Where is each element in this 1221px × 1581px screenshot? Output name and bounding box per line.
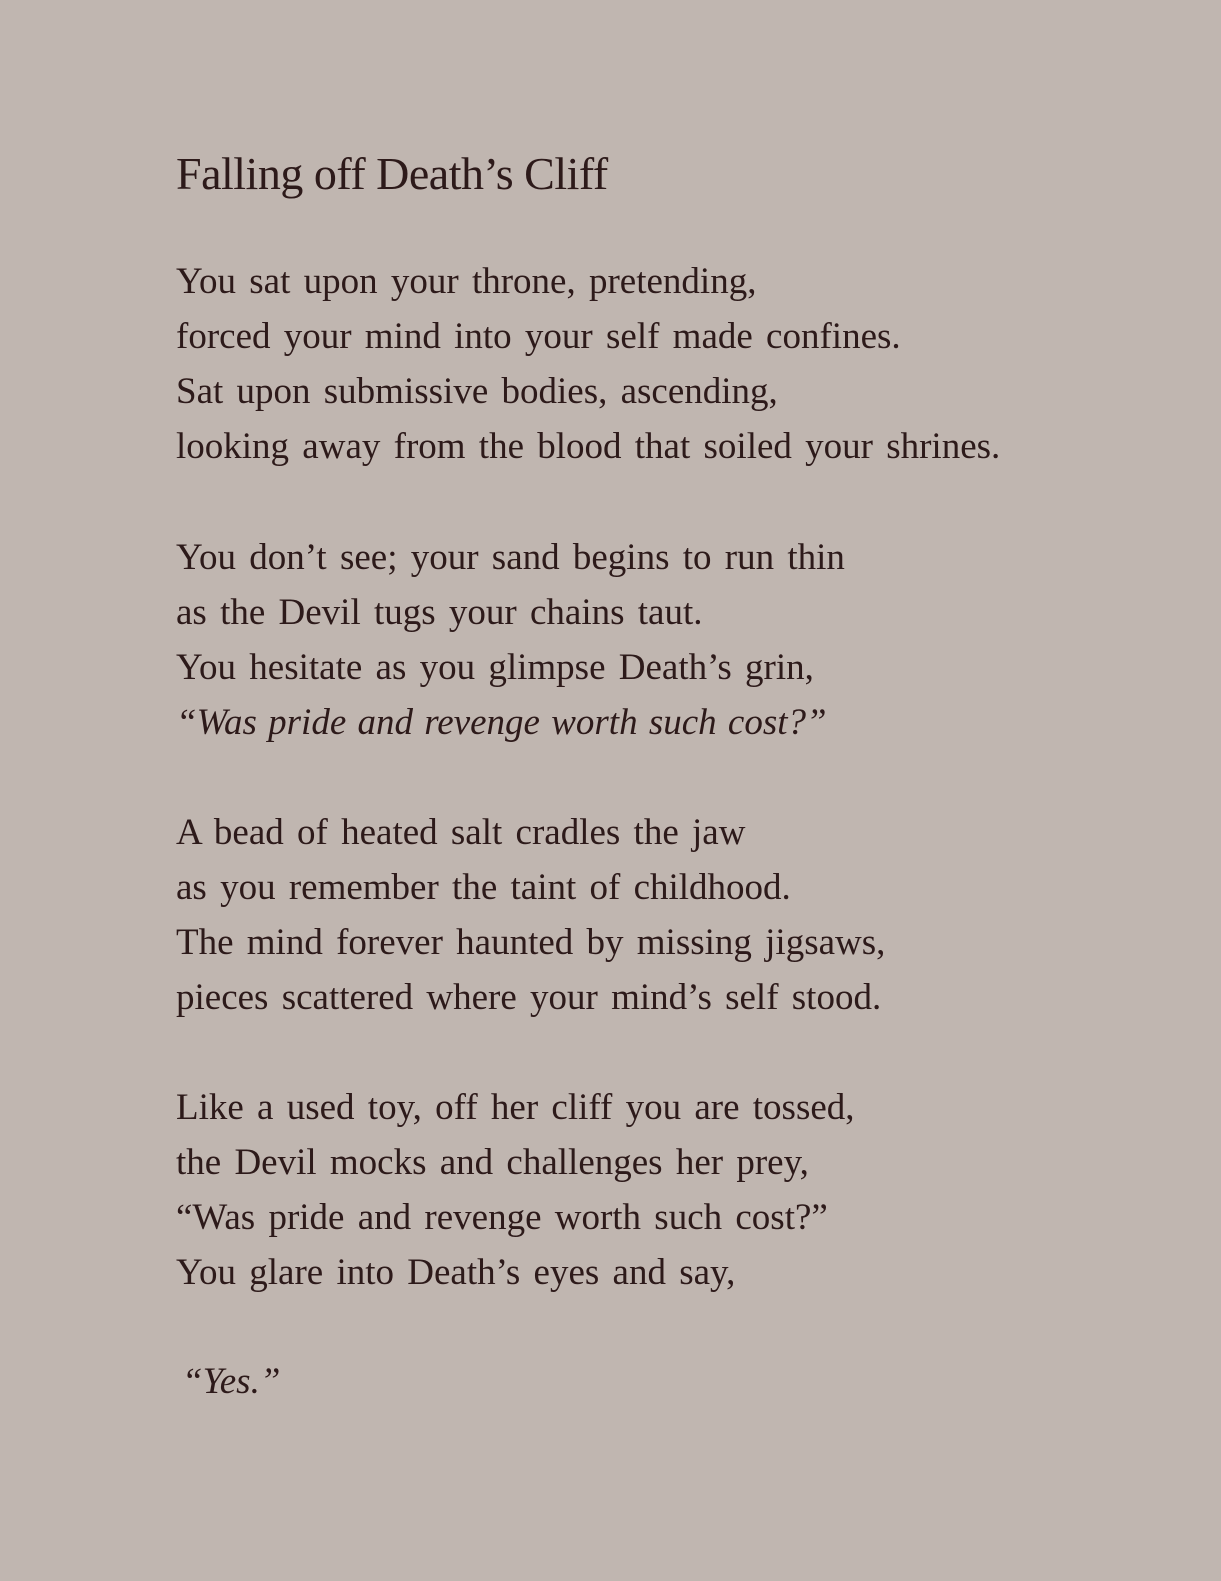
poem-line: You sat upon your throne, pretending, — [176, 261, 757, 302]
poem-line: You glare into Death’s eyes and say, — [176, 1252, 736, 1293]
stanza-3 — [176, 805, 885, 1025]
poem-line-quote: “Was pride and revenge worth such cost?” — [176, 702, 827, 743]
poem-line: Like a used toy, off her cliff you are tossed, — [176, 1087, 855, 1128]
stanza-1 — [176, 254, 1000, 474]
poem-line: You don’t see; your sand begins to run thin — [176, 537, 845, 578]
poem-line: “Was pride and revenge worth such cost?” — [176, 1197, 828, 1238]
poem-line: forced your mind into your self made confines. — [176, 316, 901, 357]
poem-line: You hesitate as you glimpse Death’s grin, — [176, 647, 814, 688]
poem-ending: “Yes.” — [182, 1361, 281, 1402]
stanza-2 — [176, 530, 845, 750]
poem-line: pieces scattered where your mind’s self stood. — [176, 977, 882, 1018]
poem-line: looking away from the blood that soiled your shrines. — [176, 426, 1001, 467]
poem-line: the Devil mocks and challenges her prey, — [176, 1142, 809, 1183]
poem-line: as you remember the taint of childhood. — [176, 867, 791, 908]
poem-line: Sat upon submissive bodies, ascending, — [176, 371, 778, 412]
poem-title: Falling off Death’s Cliff — [176, 148, 608, 199]
poem-line: The mind forever haunted by missing jigsaws, — [176, 922, 886, 963]
stanza-4 — [176, 1080, 855, 1300]
poem-line: A bead of heated salt cradles the jaw — [176, 812, 746, 853]
poem-line: as the Devil tugs your chains taut. — [176, 592, 703, 633]
